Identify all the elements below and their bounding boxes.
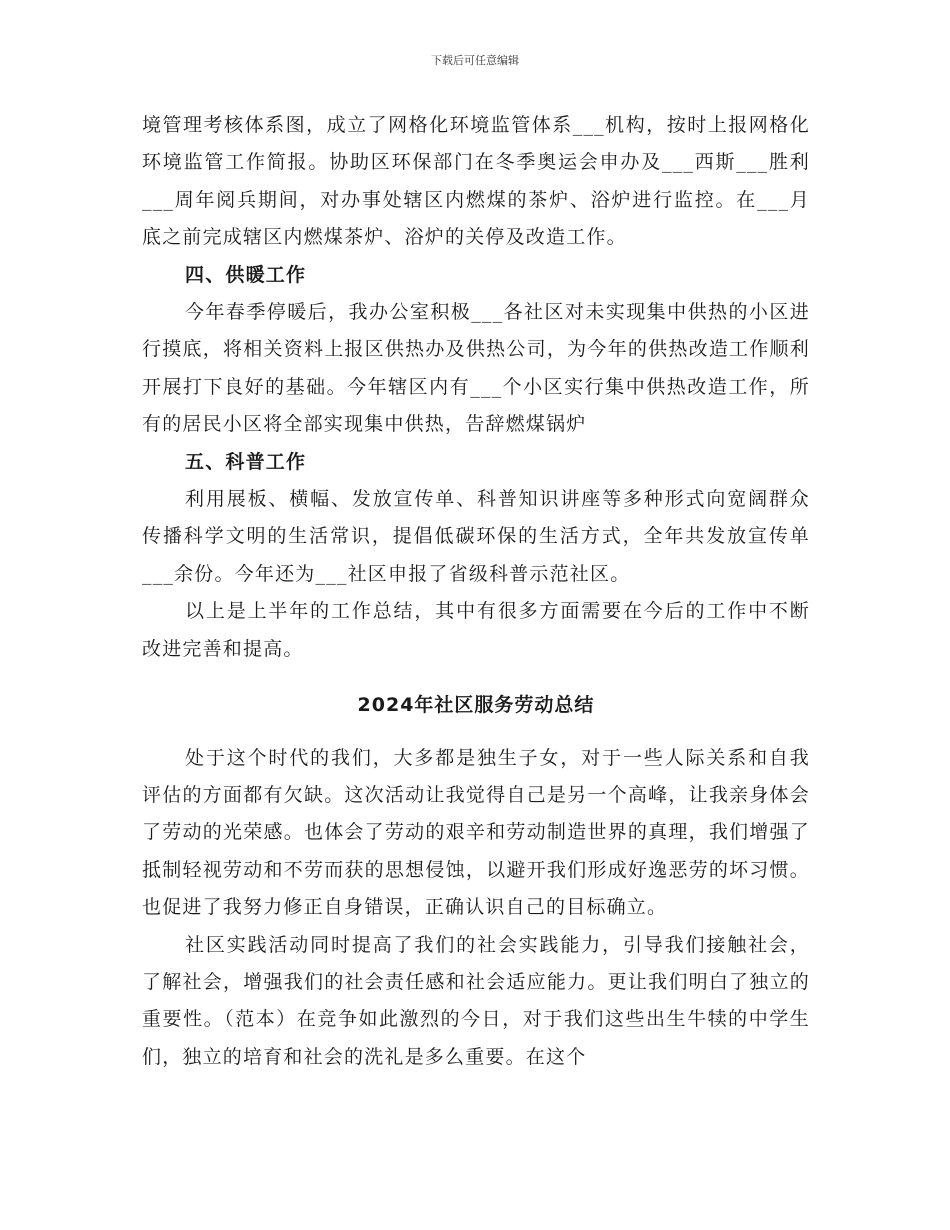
- paragraph-article-1: 处于这个时代的我们，大多都是独生子女，对于一些人际关系和自我评估的方面都有欠缺。这次活动让我觉得自己是另一个高峰，让我亲身体会了劳动的光荣感。也体会了劳动的艰辛和劳动制造世界的真理，我们增强了抵制轻视劳动和不劳而获的思想侵蚀，以避开我们形成好逸恶劳的坏习惯。也促进了我努力修正自身错误，正确认识自己的目标确立。: [142, 746, 810, 919]
- heading-science-work: 五、科普工作: [185, 450, 307, 473]
- article-title: 2024年社区服务劳动总结: [357, 694, 595, 717]
- page-header: 下载后可任意编辑: [431, 54, 519, 67]
- heading-heating-work: 四、供暖工作: [185, 263, 307, 286]
- paragraph-science-work: 利用展板、横幅、发放宣传单、科普知识讲座等多种形式向宽阔群众传播科学文明的生活常识，提倡低碳环保的生活方式，全年共发放宣传单___余份。今年还为___社区申报了省级科普示范社区。: [142, 488, 810, 585]
- paragraph-summary: 以上是上半年的工作总结，其中有很多方面需要在今后的工作中不断改进完善和提高。: [142, 600, 810, 660]
- paragraph-continuation: 境管理考核体系图，成立了网格化环境监管体系___机构，按时上报网格化环境监管工作简报。协助区环保部门在冬季奥运会申办及___西斯___胜利___周年阅兵期间，对办事处辖区内燃煤的茶炉、浴炉进行监控。在___月底之前完成辖区内燃煤茶炉、浴炉的关停及改造工作。: [142, 114, 810, 249]
- document-body: [142, 107, 810, 1076]
- paragraph-article-2: 社区实践活动同时提高了我们的社会实践能力，引导我们接触社会，了解社会，增强我们的社会责任感和社会适应能力。更让我们明白了独立的重要性。（范本）在竞争如此激烈的今日，对于我们这些出生牛犊的中学生们，独立的培育和社会的洗礼是多么重要。在这个: [142, 933, 810, 1068]
- paragraph-heating-work: 今年春季停暖后，我办公室积极___各社区对未实现集中供热的小区进行摸底，将相关资料上报区供热办及供热公司，为今年的供热改造工作顺利开展打下良好的基础。今年辖区内有___个小区实行集中供热改造工作，所有的居民小区将全部实现集中供热，告辞燃煤锅炉: [142, 301, 810, 436]
